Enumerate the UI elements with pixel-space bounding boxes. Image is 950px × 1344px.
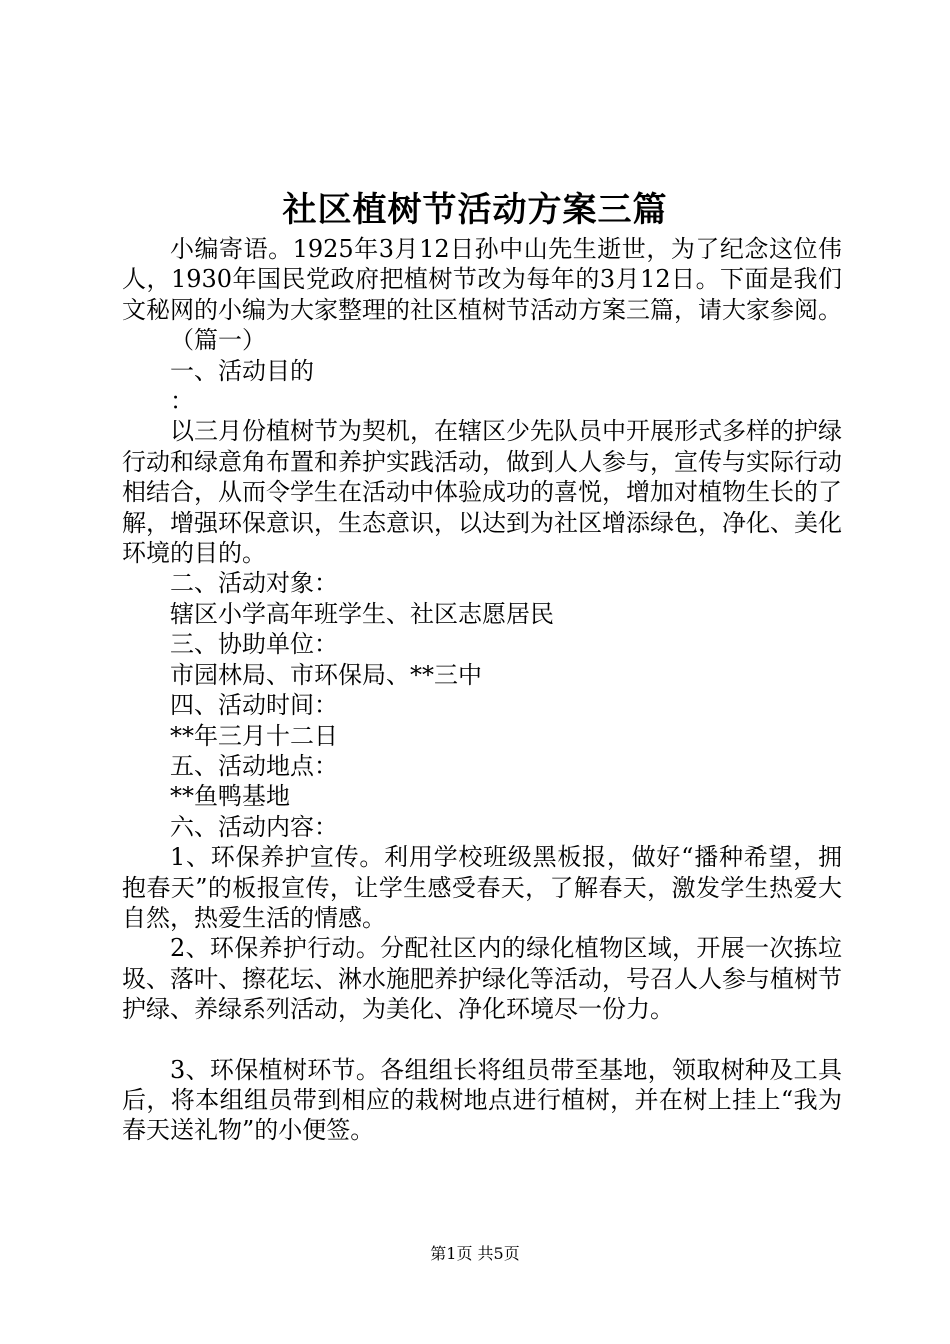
section-colon: ： bbox=[170, 387, 194, 416]
target-text: 辖区小学高年班学生、社区志愿居民 bbox=[170, 599, 554, 628]
content-item-2: 2、环保养护行动。分配社区内的绿化植物区域，开展一次拣垃圾、落叶、擦花坛、淋水施肥养护绿化等活动，号召人人参与植树节护绿、养绿系列活动，为美化、净化环境尽一份力。 bbox=[122, 934, 842, 1024]
section-heading-purpose: 一、活动目的 bbox=[170, 356, 314, 385]
section-heading-target: 二、活动对象： bbox=[170, 569, 338, 598]
location-text: **鱼鸭基地 bbox=[170, 782, 290, 811]
purpose-paragraph: 以三月份植树节为契机，在辖区少先队员中开展形式多样的护绿行动和绿意角布置和养护实践活动，做到人人参与，宣传与实际行动相结合，从而令学生在活动中体验成功的喜悦，增加对植物生长的了解，增强环保意识，生态意识，以达到为社区增添绿色，净化、美化环境的目的。 bbox=[122, 417, 842, 568]
paragraph-gap bbox=[122, 1025, 842, 1055]
units-text: 市园林局、市环保局、**三中 bbox=[170, 660, 482, 689]
time-text: **年三月十二日 bbox=[170, 721, 338, 750]
content-item-1: 1、环保养护宣传。利用学校班级黑板报，做好“播种希望，拥抱春天”的板报宣传，让学生感受春天，了解春天，激发学生热爱大自然，热爱生活的情感。 bbox=[122, 843, 842, 932]
section-heading-time: 四、活动时间： bbox=[170, 691, 338, 720]
section-heading-units: 三、协助单位： bbox=[170, 630, 338, 659]
part-label: （篇一） bbox=[170, 326, 266, 355]
section-heading-location: 五、活动地点： bbox=[170, 751, 338, 780]
intro-paragraph: 小编寄语。1925年3月12日孙中山先生逝世，为了纪念这位伟人，1930年国民党政府把植树节改为每年的3月12日。下面是我们文秘网的小编为大家整理的社区植树节活动方案三篇，请大家参阅。 bbox=[122, 235, 842, 324]
content-item-3: 3、环保植树环节。各组组长将组员带至基地，领取树种及工具后，将本组组员带到相应的栽树地点进行植树，并在树上挂上“我为春天送礼物”的小便签。 bbox=[122, 1055, 842, 1145]
section-heading-content: 六、活动内容： bbox=[170, 812, 338, 841]
document-title: 社区植树节活动方案三篇 bbox=[282, 190, 668, 230]
document-body bbox=[122, 234, 842, 1146]
page-footer: 第1页 共5页 bbox=[430, 1244, 520, 1263]
